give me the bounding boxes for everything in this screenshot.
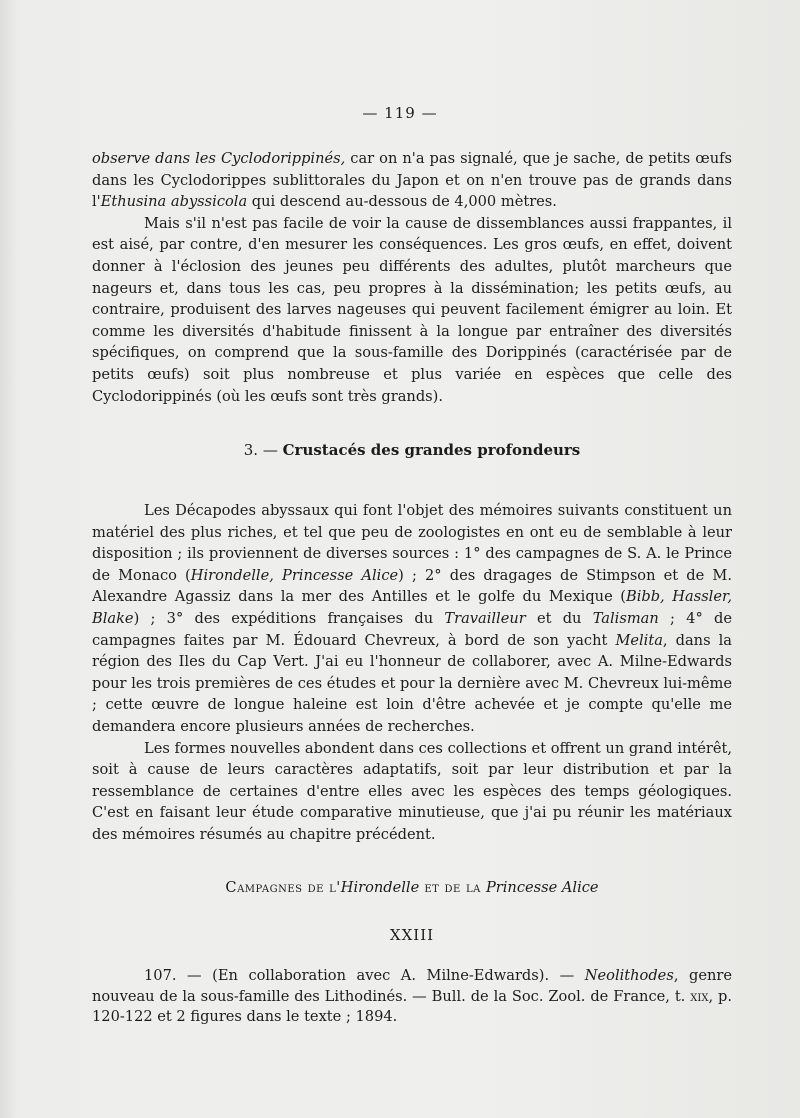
text-run: ) ; 3° des expéditions françaises du <box>133 609 445 627</box>
section-title: Crustacés des grandes profondeurs <box>282 441 581 459</box>
italic-text: Travailleur <box>444 609 526 627</box>
italic-text: Melita <box>615 631 663 649</box>
text-run: ; 4° de campagnes faites par M. Édouard Chevreux, à bord de son yacht <box>92 609 732 649</box>
campaign-heading <box>92 879 732 896</box>
text-run: Les formes nouvelles abondent dans ces collections et offrent un grand intérêt, soit à cause de leurs caractères adaptatifs, soit par leur distribution et par la ressemblance de certaines d'entre elles avec les espèces des temps géologiques. C'est en faisant leur étude comparative minutieuse, que j'ai pu réunir les matériaux des mémoires résumés au chapitre précédent. <box>92 739 732 843</box>
italic-text: observe dans les Cyclodorippinés, <box>92 150 346 167</box>
campaign-middle: et de la <box>419 879 486 896</box>
italic-text: Ethusina abyssicola <box>100 193 248 211</box>
paragraph <box>92 738 732 846</box>
italic-text: Bibb, Hassler, Blake <box>92 588 732 627</box>
paragraph <box>92 213 732 407</box>
text-run: qui descend au-dessous de 4,000 mètres. <box>247 193 557 211</box>
text-run: et du <box>525 609 593 627</box>
entry-text-3: , p. 120-122 et 2 figures dans le texte ; 1894. <box>92 987 732 1025</box>
entry-number: 107. <box>144 967 177 984</box>
italic-text: Talisman <box>592 609 659 627</box>
chapter-roman-numeral: XXIII <box>389 926 435 944</box>
text-run: ) ; 2° des dragages de Stimpson et de M. Alexandre Agassiz dans la mer des Antilles et le golfe du Mexique ( <box>92 566 732 606</box>
text-run: Mais s'il n'est pas facile de voir la cause de dissemblances aussi frappantes, il est aisé, par contre, d'en mesurer les conséquences. Les gros œufs, en effet, doivent donner à l'éclosion des jeunes peu différents des adultes, plutôt marcheurs que nageurs et, dans tous les cas, peu propres à la dissémination; les petits œufs, au contraire, produisent des larves nageuses qui peuvent facilement émigrer au loin. Et comme les diversités d'habitude finissent à la longue par entraîner des diversités spécifiques, on comprend que la sous-famille des Dorippinés (caractérisée par de petits œufs) soit plus nombreuse et plus variée en espèces que celle des Cyclodorippinés (où les œufs sont très grands). <box>92 214 732 405</box>
entry-text-1: — (En collaboration avec A. Milne-Edwards). — <box>176 967 585 984</box>
text-run: Les Décapodes abyssaux qui font l'objet des mémoires suivants constituent un matériel des plus riches, et tel que peu de zoologistes en ont eu de semblable à leur disposition ; ils proviennent de diverses sources : 1° des campagnes de S. A. le Prince de Monaco ( <box>92 502 732 584</box>
body-text-middle <box>92 500 732 846</box>
campaign-ship-2: Princesse Alice <box>485 879 599 896</box>
entry-text-2: , genre nouveau de la sous-famille des Lithodinés. — Bull. de la Soc. Zool. de France, t. <box>92 967 732 1005</box>
bibliography-entry <box>92 966 732 1028</box>
entry-volume: xix <box>690 987 709 1005</box>
italic-text: Hirondelle, Princesse Alice <box>190 566 399 584</box>
section-heading <box>92 441 732 459</box>
campaign-ship-1: Hirondelle <box>340 879 420 896</box>
entry-title: Neolithodes <box>584 967 674 984</box>
page-number: — 119 — <box>362 104 438 122</box>
text-run: car on n'a pas signalé, que je sache, de petits œufs dans les Cyclodorippes sublittorales du Japon et on n'en trouve pas de grands dans l' <box>92 150 732 211</box>
paragraph <box>92 148 732 213</box>
section-number: 3. — <box>243 441 278 459</box>
paragraph <box>92 500 732 738</box>
campaign-prefix: Campagnes de l' <box>225 879 341 896</box>
text-run: , dans la région des Iles du Cap Vert. J'ai eu l'honneur de collaborer, avec A. Milne-Edwards pour les trois premières de ces études et pour la dernière avec M. Chevreux lui-même ; cette œuvre de longue haleine est loin d'être achevée et je compte qu'elle me demandera encore plusieurs années de recherches. <box>92 631 732 735</box>
body-text-top <box>92 148 732 407</box>
